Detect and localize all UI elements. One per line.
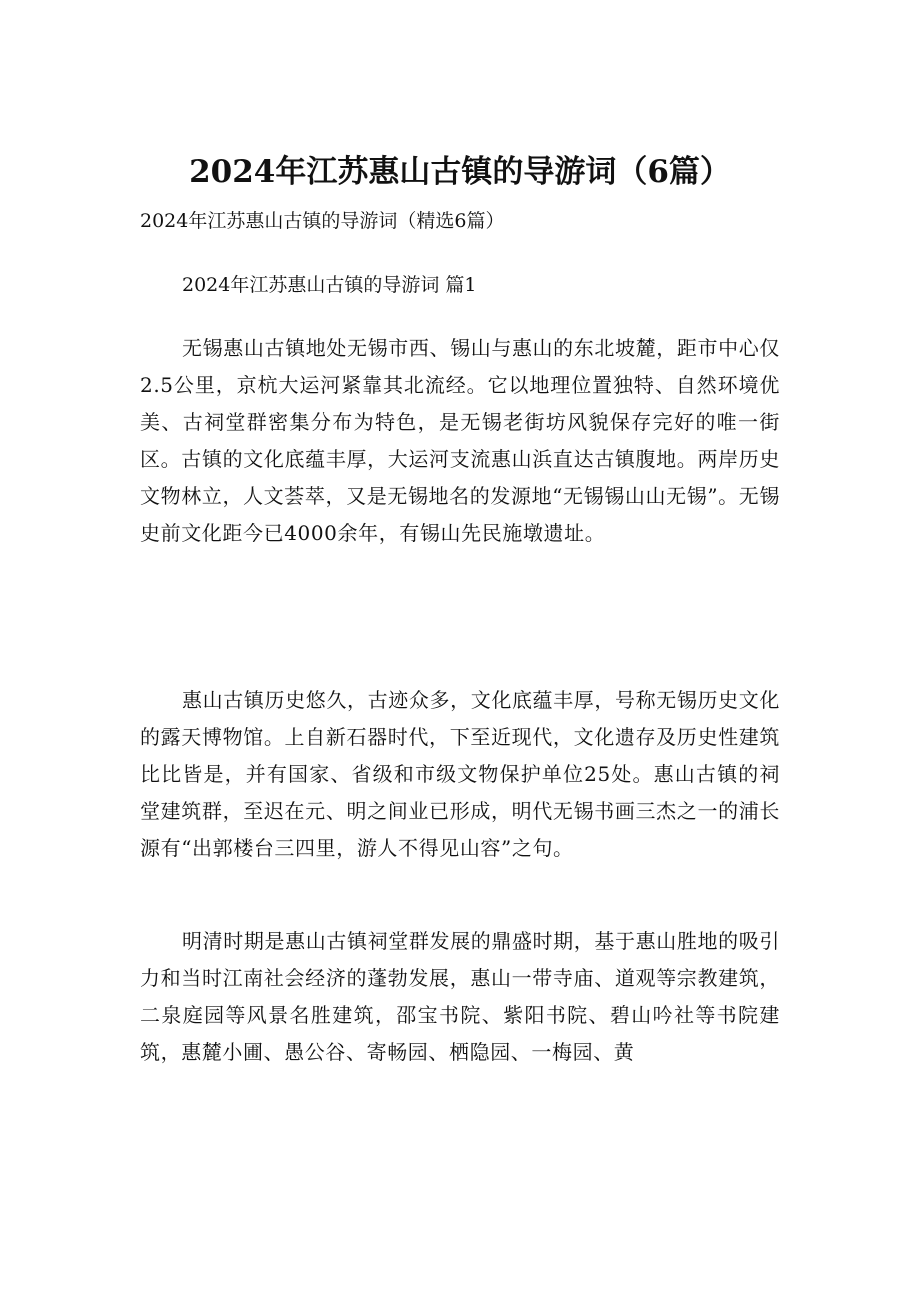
document-title: 2024年江苏惠山古镇的导游词（6篇） [189, 154, 731, 190]
paragraph-3: 明清时期是惠山古镇祠堂群发展的鼎盛时期，基于惠山胜地的吸引力和当时江南社会经济的蓬勃发展，惠山一带寺庙、道观等宗教建筑，二泉庭园等风景名胜建筑，邵宝书院、紫阳书院、碧山吟社等书院建筑，惠麓小圃、愚公谷、寄畅园、栖隐园、一梅园、黄 [140, 929, 780, 1064]
document-subtitle: 2024年江苏惠山古镇的导游词（精选6篇） [140, 210, 505, 232]
paragraph-1: 无锡惠山古镇地处无锡市西、锡山与惠山的东北坡麓，距市中心仅2.5公里，京杭大运河紧靠其北流经。它以地理位置独特、自然环境优美、古祠堂群密集分布为特色，是无锡老街坊风貌保存完好的唯一街区。古镇的文化底蕴丰厚，大运河支流惠山浜直达古镇腹地。两岸历史文物林立，人文荟萃，又是无锡地名的发源地“无锡锡山山无锡”。无锡史前文化距今已4000余年，有锡山先民施墩遗址。 [140, 336, 780, 545]
section-heading: 2024年江苏惠山古镇的导游词 篇1 [182, 274, 477, 296]
paragraph-2: 惠山古镇历史悠久，古迹众多，文化底蕴丰厚，号称无锡历史文化的露天博物馆。上自新石器时代，下至近现代，文化遗存及历史性建筑比比皆是，并有国家、省级和市级文物保护单位25处。惠山古镇的祠堂建筑群，至迟在元、明之间业已形成，明代无锡书画三杰之一的浦长源有“出郭楼台三四里，游人不得见山容”之句。 [140, 688, 780, 860]
